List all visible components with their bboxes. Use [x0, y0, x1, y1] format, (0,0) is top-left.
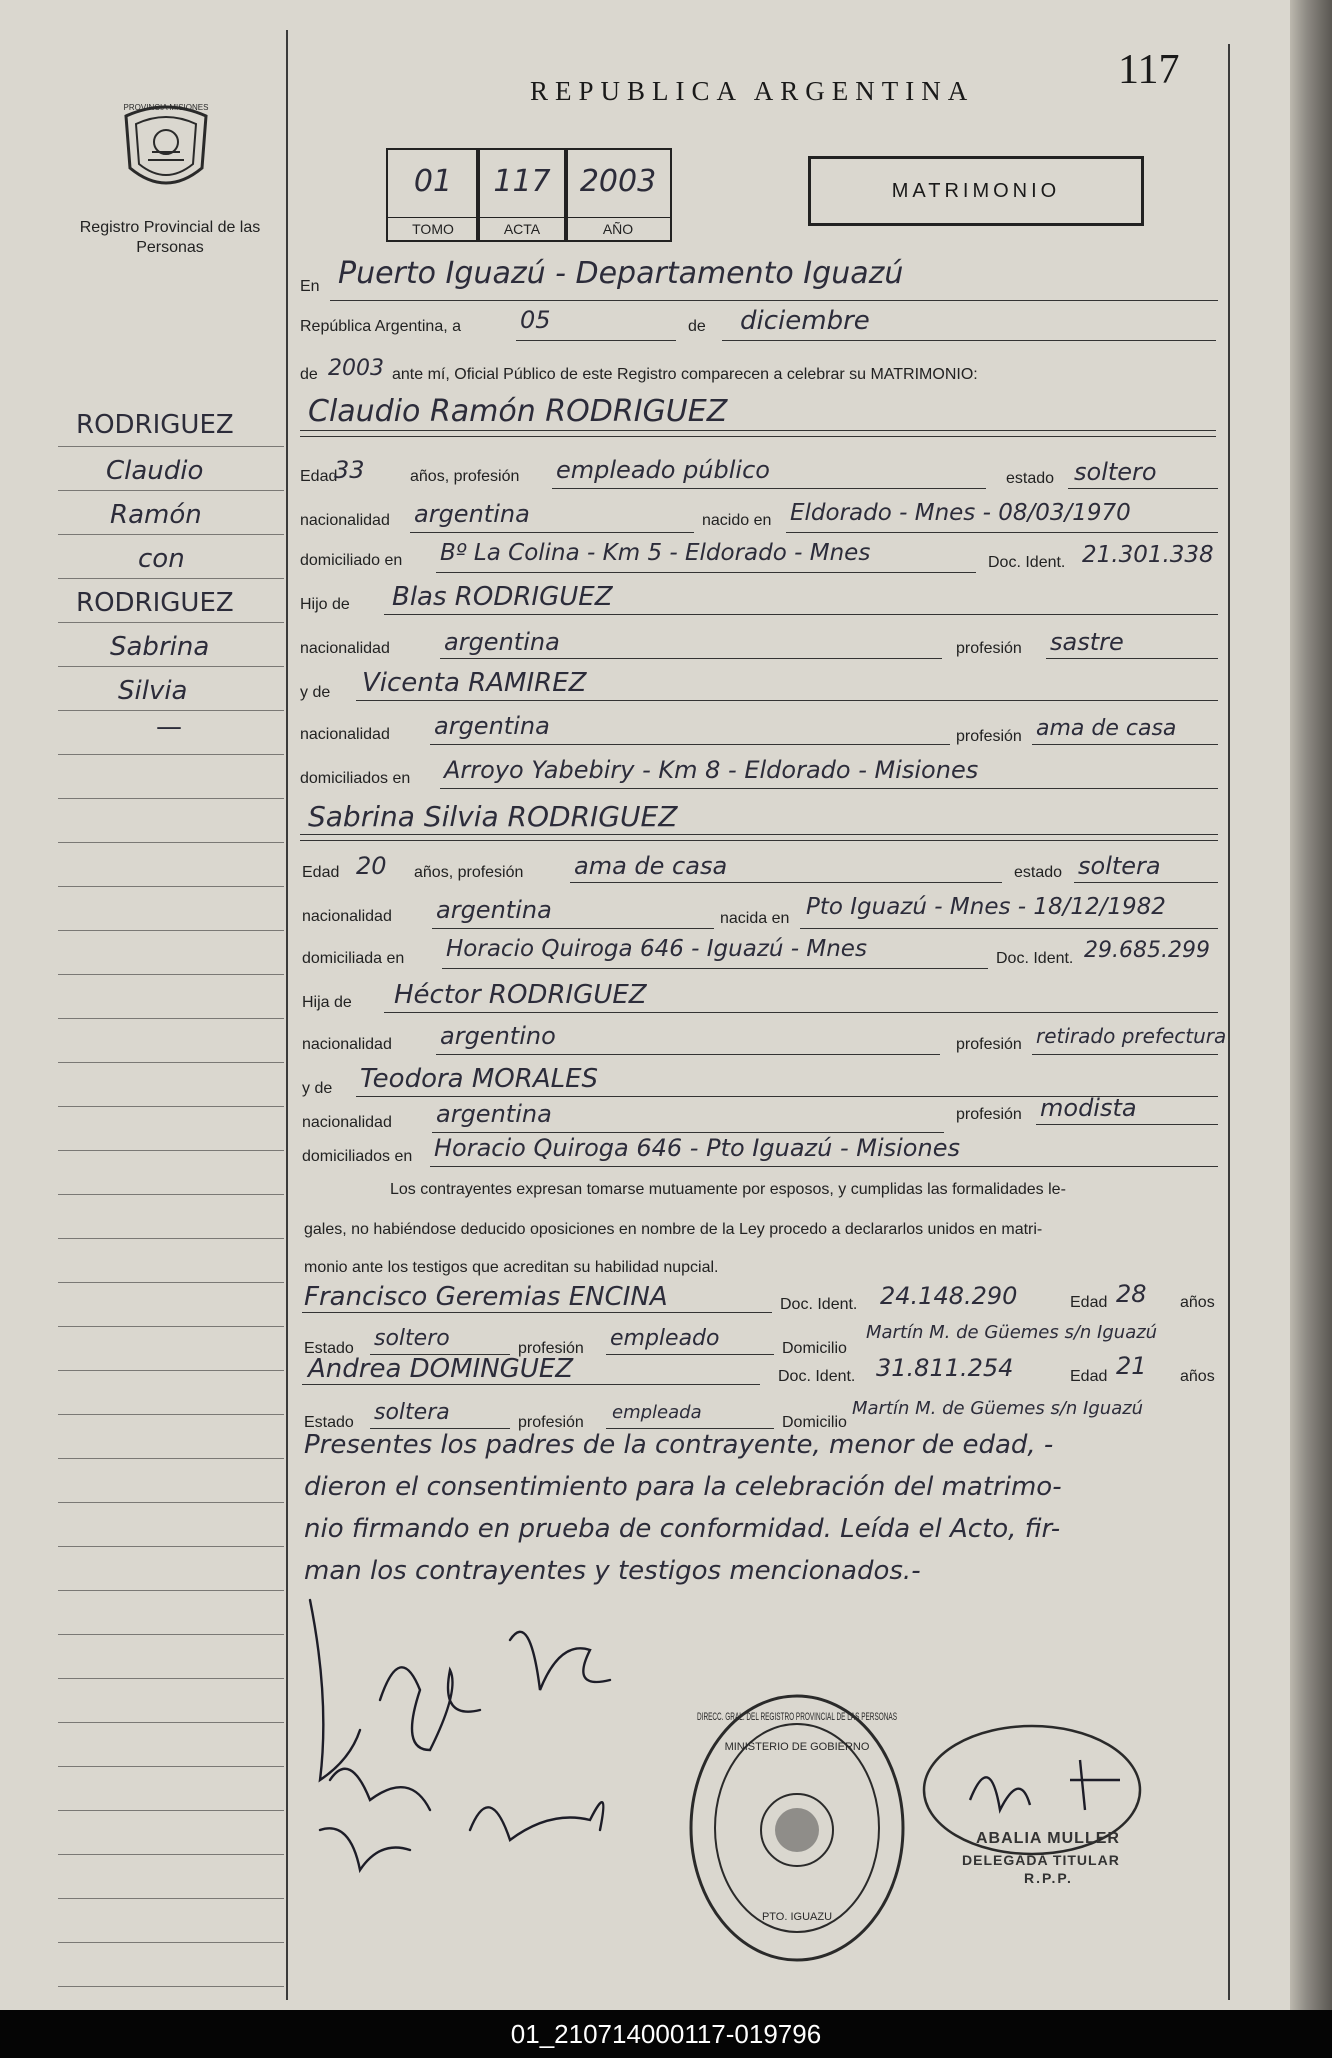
note-line-1: Presentes los padres de la contrayente, menor de edad, -: [304, 1430, 1054, 1460]
bride-nacida-label: nacida en: [720, 910, 790, 927]
witness2-dom-label: Domicilio: [782, 1414, 847, 1431]
margin-ruled-line: [58, 622, 284, 623]
bride-anos-label: años, profesión: [414, 864, 524, 881]
witness2-doc-label: Doc. Ident.: [778, 1368, 856, 1385]
bride-name: Sabrina Silvia RODRIGUEZ: [308, 800, 678, 833]
witness2-anos-label: años: [1180, 1368, 1215, 1385]
en-label: En: [300, 278, 320, 295]
margin-surname-1: RODRIGUEZ: [76, 410, 234, 440]
margin-ruled-line: [58, 1546, 284, 1547]
margin-ruled-line: [58, 1414, 284, 1415]
acta-value: 117: [493, 164, 551, 199]
margin-ruled-line: [58, 1106, 284, 1107]
witness2-prof-label: profesión: [518, 1414, 584, 1431]
witness2-estado: soltera: [374, 1400, 450, 1425]
margin-name-3: Sabrina: [110, 632, 210, 662]
margin-ruled-line: [58, 710, 284, 711]
bride-father-prof-label: profesión: [956, 1036, 1022, 1053]
groom-edad: 33: [334, 456, 365, 484]
province-seal-icon: [118, 98, 214, 198]
groom-mother-nac-label: nacionalidad: [300, 726, 390, 743]
margin-ruled-line: [58, 754, 284, 755]
officer-title: DELEGADA TITULAR: [962, 1852, 1120, 1868]
groom-father-prof: sastre: [1050, 628, 1124, 656]
margin-name-4: Silvia: [118, 676, 188, 706]
margin-ruled-line: [58, 1238, 284, 1239]
footer-filename: 01_210714000117-019796: [0, 2010, 1332, 2058]
acta-label: ACTA: [478, 217, 566, 240]
witness1-prof-label: profesión: [518, 1340, 584, 1357]
groom-anos-label: años, profesión: [410, 468, 520, 485]
groom-father-label: Hijo de: [300, 596, 350, 613]
margin-ruled-line: [58, 1854, 284, 1855]
witness2-domicilio: Martín M. de Güemes s/n Iguazú: [852, 1398, 1144, 1419]
bride-dom-label: domiciliada en: [302, 950, 405, 967]
witness1-edad: 28: [1116, 1280, 1147, 1308]
groom-father-prof-label: profesión: [956, 640, 1022, 657]
groom-estado: soltero: [1074, 458, 1157, 486]
declaration-line-1: Los contrayentes expresan tomarse mutuamente por esposos, y cumplidas las formalidades le-: [390, 1181, 1066, 1198]
margin-ruled-line: [58, 1898, 284, 1899]
anio-box: [564, 148, 672, 242]
groom-nacido-label: nacido en: [702, 512, 772, 529]
bride-parents-dom: Horacio Quiroga 646 - Pto Iguazú - Misiones: [434, 1134, 960, 1162]
page-edge: [1290, 0, 1332, 2010]
witness1-estado: soltero: [374, 1326, 450, 1351]
groom-profesion: empleado público: [556, 456, 770, 484]
witness1-doc-label: Doc. Ident.: [780, 1296, 858, 1313]
margin-ruled-line: [58, 1722, 284, 1723]
bride-nacida: Pto Iguazú - Mnes - 18/12/1982: [806, 894, 1166, 920]
bride-nac-label: nacionalidad: [302, 908, 392, 925]
folio-number: 117: [1118, 47, 1180, 93]
bride-nacionalidad: argentina: [436, 896, 552, 924]
margin-ruled-line: [58, 578, 284, 579]
anio-label: AÑO: [566, 217, 670, 240]
margin-ruled-line: [58, 1150, 284, 1151]
note-line-2: dieron el consentimiento para la celebración del matrimo-: [304, 1472, 1062, 1502]
bride-father: Héctor RODRIGUEZ: [394, 980, 647, 1010]
bride-father-nac-label: nacionalidad: [302, 1036, 392, 1053]
witness1-edad-label: Edad: [1070, 1294, 1108, 1311]
bride-doc: 29.685.299: [1084, 938, 1210, 963]
margin-ruled-line: [58, 666, 284, 667]
bride-profesion: ama de casa: [574, 852, 728, 880]
stamp-inner-text: MINISTERIO DE GOBIERNO: [724, 1741, 870, 1753]
margin-surname-2: RODRIGUEZ: [76, 588, 234, 618]
bride-edad-label: Edad: [302, 864, 340, 881]
margin-rule: [286, 30, 288, 2000]
officer-name: ABALIA MULLER: [976, 1830, 1120, 1847]
groom-doc: 21.301.338: [1082, 542, 1214, 568]
groom-father-nac-label: nacionalidad: [300, 640, 390, 657]
margin-ruled-line: [58, 446, 284, 447]
day-value: 05: [520, 306, 551, 334]
bride-doc-label: Doc. Ident.: [996, 950, 1074, 967]
de-label: de: [688, 318, 706, 335]
officer-office: R.P.P.: [1024, 1870, 1073, 1886]
margin-ruled-line: [58, 1678, 284, 1679]
witness2-name: Andrea DOMINGUEZ: [308, 1354, 574, 1384]
witness2-edad: 21: [1116, 1352, 1147, 1380]
bride-mother-nac: argentina: [436, 1100, 552, 1128]
groom-mother: Vicenta RAMIREZ: [362, 668, 587, 698]
seal-text: PROVINCIA MISIONES: [123, 103, 209, 112]
groom-name: Claudio Ramón RODRIGUEZ: [308, 394, 728, 429]
bride-parents-dom-label: domiciliados en: [302, 1148, 413, 1165]
place-value: Puerto Iguazú - Departamento Iguazú: [338, 256, 904, 291]
witness2-doc: 31.811.254: [876, 1354, 1014, 1382]
margin-ruled-line: [58, 1590, 284, 1591]
groom-mother-nac: argentina: [434, 712, 550, 740]
bride-domicilio: Horacio Quiroga 646 - Iguazú - Mnes: [446, 936, 867, 962]
margin-ruled-line: [58, 974, 284, 975]
document-type: MATRIMONIO: [808, 156, 1144, 226]
witness1-name: Francisco Geremias ENCINA: [304, 1282, 668, 1312]
stamp-outer-text: DIRECC. GRAL. DEL REGISTRO PROVINCIAL DE LAS PERSONAS: [697, 1711, 897, 1723]
margin-name-1: Claudio: [106, 456, 204, 486]
official-stamp: [686, 1690, 908, 1966]
bride-estado: soltera: [1078, 852, 1161, 880]
groom-mother-prof: ama de casa: [1036, 716, 1177, 741]
country-title: REPUBLICA ARGENTINA: [530, 76, 975, 106]
month-value: diciembre: [740, 306, 870, 336]
witness1-doc: 24.148.290: [880, 1282, 1018, 1310]
witness2-edad-label: Edad: [1070, 1368, 1108, 1385]
tomo-value: 01: [413, 164, 453, 199]
bride-mother-nac-label: nacionalidad: [302, 1114, 392, 1131]
margin-con: con: [138, 544, 185, 574]
groom-nacido: Eldorado - Mnes - 08/03/1970: [790, 500, 1131, 526]
margin-ruled-line: [58, 490, 284, 491]
margin-ruled-line: [58, 798, 284, 799]
intro-text: ante mí, Oficial Público de este Registro comparecen a celebrar su MATRIMONIO:: [392, 366, 978, 383]
margin-name-2: Ramón: [110, 500, 202, 530]
groom-domicilio: Bº La Colina - Km 5 - Eldorado - Mnes: [440, 540, 871, 566]
margin-ruled-line: [58, 930, 284, 931]
year-value: 2003: [328, 356, 384, 381]
margin-ruled-line: [58, 1326, 284, 1327]
margin-ruled-line: [58, 1370, 284, 1371]
acta-box: [476, 148, 568, 242]
bride-father-prof: retirado prefectura: [1036, 1024, 1227, 1048]
margin-ruled-line: [58, 1810, 284, 1811]
bride-edad: 20: [356, 852, 387, 880]
margin-ruled-line: [58, 1634, 284, 1635]
tomo-label: TOMO: [388, 217, 478, 240]
margin-ruled-line: [58, 1062, 284, 1063]
margin-ruled-line: [58, 1018, 284, 1019]
de2-label: de: [300, 366, 318, 383]
groom-doc-label: Doc. Ident.: [988, 554, 1066, 571]
witness1-domicilio: Martín M. de Güemes s/n Iguazú: [866, 1322, 1158, 1343]
note-line-4: man los contrayentes y testigos mencionados.-: [304, 1556, 921, 1586]
registry-name: Registro Provincial de las Personas: [79, 219, 261, 256]
margin-ruled-line: [58, 1458, 284, 1459]
groom-estado-label: estado: [1006, 470, 1055, 487]
groom-nacionalidad: argentina: [414, 500, 530, 528]
margin-ruled-line: [58, 1282, 284, 1283]
margin-ruled-line: [58, 1502, 284, 1503]
groom-father: Blas RODRIGUEZ: [392, 582, 613, 612]
republica-label: República Argentina, a: [300, 318, 461, 335]
witness1-estado-label: Estado: [304, 1340, 354, 1357]
witness2-profesion: empleada: [612, 1402, 702, 1423]
witness1-anos-label: años: [1180, 1294, 1215, 1311]
bride-father-label: Hija de: [302, 994, 352, 1011]
bride-estado-label: estado: [1014, 864, 1063, 881]
witness1-profesion: empleado: [610, 1326, 720, 1351]
margin-ruled-line: [58, 1766, 284, 1767]
anio-value: 2003: [579, 164, 657, 199]
groom-edad-label: Edad: [300, 468, 338, 485]
groom-nac-label: nacionalidad: [300, 512, 390, 529]
groom-parents-dom: Arroyo Yabebiry - Km 8 - Eldorado - Misiones: [444, 756, 979, 784]
margin-ruled-line: [58, 886, 284, 887]
witness2-estado-label: Estado: [304, 1414, 354, 1431]
groom-father-nac: argentina: [444, 628, 560, 656]
margin-dash: —: [156, 712, 182, 742]
margin-ruled-line: [58, 1986, 284, 1987]
bride-mother: Teodora MORALES: [360, 1064, 599, 1094]
declaration-line-3: monio ante los testigos que acreditan su habilidad nupcial.: [304, 1259, 719, 1276]
witness1-dom-label: Domicilio: [782, 1340, 847, 1357]
margin-ruled-line: [58, 1942, 284, 1943]
bride-mother-prof: modista: [1040, 1094, 1137, 1122]
note-line-3: nio firmando en prueba de conformidad. Leída el Acto, fir-: [304, 1514, 1061, 1544]
margin-ruled-line: [58, 534, 284, 535]
stamp-bottom-text: PTO. IGUAZU: [761, 1911, 833, 1923]
groom-parents-dom-label: domiciliados en: [300, 770, 411, 787]
groom-dom-label: domiciliado en: [300, 552, 403, 569]
groom-mother-label: y de: [300, 684, 331, 701]
groom-mother-prof-label: profesión: [956, 728, 1022, 745]
margin-ruled-line: [58, 842, 284, 843]
bride-father-nac: argentino: [440, 1022, 556, 1050]
bride-mother-prof-label: profesión: [956, 1106, 1022, 1123]
declaration-line-2: gales, no habiéndose deducido oposiciones en nombre de la Ley procedo a declararlos unidos en matri-: [304, 1221, 1043, 1238]
tomo-box: [386, 148, 480, 242]
margin-ruled-line: [58, 1194, 284, 1195]
bride-mother-label: y de: [302, 1080, 333, 1097]
